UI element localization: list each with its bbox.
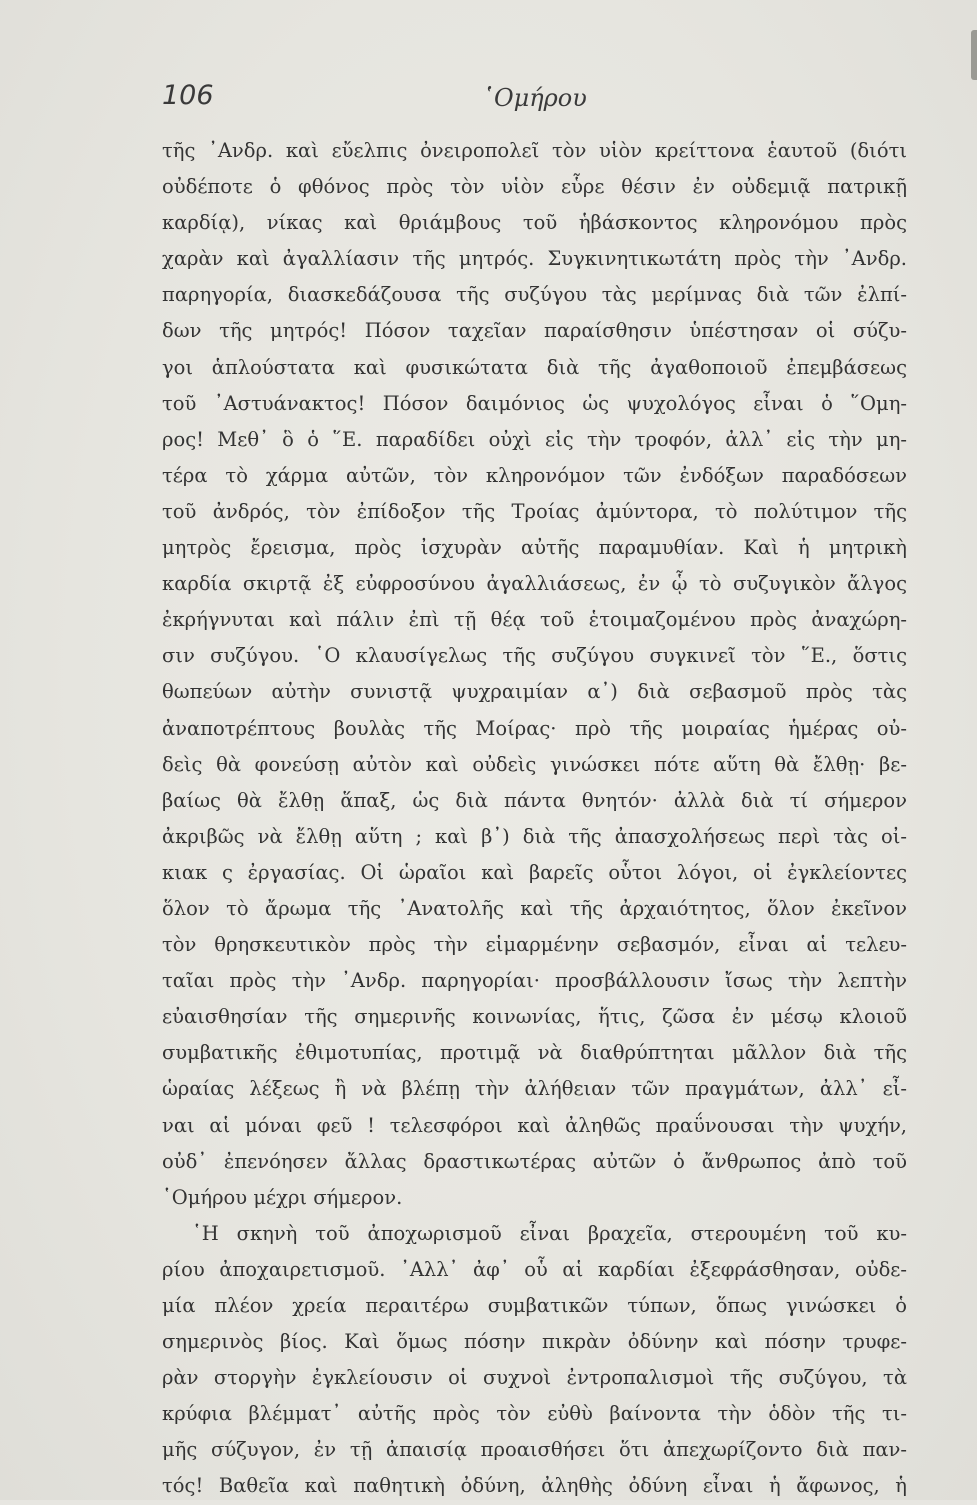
text-line: ῾Ομήρου μέχρι σήμερον. xyxy=(162,1185,403,1209)
text-line: τοῦ ᾿Αστυάνακτος! Πόσον δαιμόνιος ὡς ψυχολόγος εἶναι ὁ ῞Ομη- xyxy=(162,391,907,415)
page-edge-mark xyxy=(971,30,977,80)
text-line: τῆς ᾿Ανδρ. καὶ εὔελπις ὀνειροπολεῖ τὸν υἱὸν κρείττονα ἑαυτοῦ (διότι xyxy=(162,139,907,162)
text-line: καρδίᾳ), νίκας καὶ θριάμβους τοῦ ἡβάσκοντος κληρονόμου πρὸς xyxy=(162,211,907,235)
text-line: ῾Η σκηνὴ τοῦ ἀποχωρισμοῦ εἶναι βραχεῖα, στερουμένη τοῦ κυ- xyxy=(192,1221,907,1245)
text-line: τοῦ ἀνδρός, τὸν ἐπίδοξον τῆς Τροίας ἀμύντορα, τὸ πολύτιμον τῆς xyxy=(162,499,907,523)
text-line: θωπεύων αὐτὴν συνιστᾷ ψυχραιμίαν α᾽) διὰ σεβασμοῦ πρὸς τὰς xyxy=(162,680,907,704)
text-line: ἀναποτρέπτους βουλὰς τῆς Μοίρας· πρὸ τῆς μοιραίας ἡμέρας οὐ- xyxy=(162,716,907,740)
text-line: οὐδ᾽ ἐπενόησεν ἄλλας δραστικωτέρας αὐτῶν ὁ ἄνθρωπος ἀπὸ τοῦ xyxy=(162,1149,907,1173)
text-line: κρύφια βλέμματ᾽ αὐτῆς πρὸς τὸν εὐθὺ βαίνοντα τὴν ὁδὸν τῆς τι- xyxy=(162,1402,907,1426)
text-line: δων τῆς μητρός! Πόσον ταχεῖαν παραίσθησιν ὑπέστησαν οἱ σύζυ- xyxy=(162,319,907,343)
text-line: εὐαισθησίαν τῆς σημερινῆς κοινωνίας, ἥτις, ζῶσα ἐν μέσῳ κλοιοῦ xyxy=(162,1005,907,1029)
text-line: οὐδέποτε ὁ φθόνος πρὸς τὸν υἱὸν εὗρε θέσιν ἐν οὐδεμιᾷ πατρικῇ xyxy=(162,175,907,199)
text-line: μητρὸς ἔρεισμα, πρὸς ἰσχυρὰν αὐτῆς παραμυθίαν. Καὶ ἡ μητρικὴ xyxy=(162,536,907,560)
text-line: σιν συζύγου. ῾Ο κλαυσίγελως τῆς συζύγου συγκινεῖ τὸν ῞Ε., ὅστις xyxy=(162,644,907,668)
text-line: ρὰν στοργὴν ἐγκλείουσιν οἱ συχνοὶ ἐντροπαλισμοὶ τῆς συζύγου, τὰ xyxy=(162,1366,907,1390)
text-line: μῆς σύζυγον, ἐν τῇ ἀπαισίᾳ προαισθήσει ὅτι ἀπεχωρίζοντο διὰ παν- xyxy=(162,1438,907,1462)
text-line: χαρὰν καὶ ἀγαλλίασιν τῆς μητρός. Συγκινητικωτάτη πρὸς τὴν ᾿Ανδρ. xyxy=(162,247,907,271)
text-line: ὡραίας λέξεως ἢ νὰ βλέπῃ τὴν ἀλήθειαν τῶν πραγμάτων, ἀλλ᾽ εἶ- xyxy=(162,1077,907,1101)
page-header xyxy=(162,80,902,120)
text-line: ἐκρήγνυται καὶ πάλιν ἐπὶ τῇ θέᾳ τοῦ ἑτοιμαζομένου πρὸς ἀναχώρη- xyxy=(162,608,907,632)
text-line: ναι αἱ μόναι φεῦ ! τελεσφόροι καὶ ἀληθῶς πραΰνουσαι τὴν ψυχήν, xyxy=(162,1113,907,1137)
running-title: ῾Ομήρου xyxy=(482,84,587,112)
page-number: 106 xyxy=(162,80,214,111)
text-line: ἀκριβῶς νὰ ἔλθῃ αὕτη ; καὶ β᾽) διὰ τῆς ἀπασχολήσεως περὶ τὰς οἰ- xyxy=(162,824,907,848)
text-line: καρδία σκιρτᾷ ἐξ εὐφροσύνου ἀγαλλιάσεως, ἐν ᾧ τὸ συζυγικὸν ἄλγος xyxy=(162,572,907,596)
text-line: βαίως θὰ ἔλθῃ ἅπαξ, ὡς διὰ πάντα θνητόν· ἀλλὰ διὰ τί σήμερον xyxy=(162,788,907,812)
text-line: τέρα τὸ χάρμα αὐτῶν, τὸν κληρονόμον τῶν ἐνδόξων παραδόσεων xyxy=(162,463,907,487)
text-line: συμβατικῆς ἐθιμοτυπίας, προτιμᾷ νὰ διαθρύπτηται μᾶλλον διὰ τῆς xyxy=(162,1041,907,1065)
text-line: ταῖαι πρὸς τὴν ᾿Ανδρ. παρηγορίαι· προσβάλλουσιν ἴσως τὴν λεπτὴν xyxy=(162,969,907,993)
body-text xyxy=(162,133,907,1505)
text-line: τός! Βαθεῖα καὶ παθητικὴ ὀδύνη, ἀληθὴς ὀδύνη εἶναι ἡ ἄφωνος, ἡ xyxy=(162,1474,907,1498)
text-line: μία πλέον χρεία περαιτέρω συμβατικῶν τύπων, ὅπως γινώσκει ὁ xyxy=(162,1294,907,1317)
text-line: δεὶς θὰ φονεύσῃ αὐτὸν καὶ οὐδεὶς γινώσκει πότε αὕτη θὰ ἔλθῃ· βε- xyxy=(162,752,907,776)
text-line: παρηγορία, διασκεδάζουσα τῆς συζύγου τὰς μερίμνας διὰ τῶν ἐλπί- xyxy=(162,283,907,307)
text-line: κιακ ς ἐργασίας. Οἱ ὡραῖοι καὶ βαρεῖς οὗτοι λόγοι, οἱ ἐγκλείοντες xyxy=(162,860,907,884)
text-line: ὅλον τὸ ἄρωμα τῆς ᾿Ανατολῆς καὶ τῆς ἀρχαιότητος, ὅλον ἐκεῖνον xyxy=(162,896,907,920)
text-line: ρίου ἀποχαιρετισμοῦ. ᾿Αλλ᾽ ἀφ᾽ οὗ αἱ καρδίαι ἐξεφράσθησαν, οὐδε- xyxy=(162,1257,907,1281)
text-line: ρος! Μεθ᾽ ὃ ὁ ῞Ε. παραδίδει οὐχὶ εἰς τὴν τροφόν, ἀλλ᾽ εἰς τὴν μη- xyxy=(162,427,907,451)
text-line: τὸν θρησκευτικὸν πρὸς τὴν εἱμαρμένην σεβασμόν, εἶναι αἱ τελευ- xyxy=(162,933,907,957)
text-line: σημερινὸς βίος. Καὶ ὅμως πόσην πικρὰν ὀδύνην καὶ πόσην τρυφε- xyxy=(162,1330,907,1354)
text-line: γοι ἁπλούστατα καὶ φυσικώτατα διὰ τῆς ἀγαθοποιοῦ ἐπεμβάσεως xyxy=(162,355,907,379)
